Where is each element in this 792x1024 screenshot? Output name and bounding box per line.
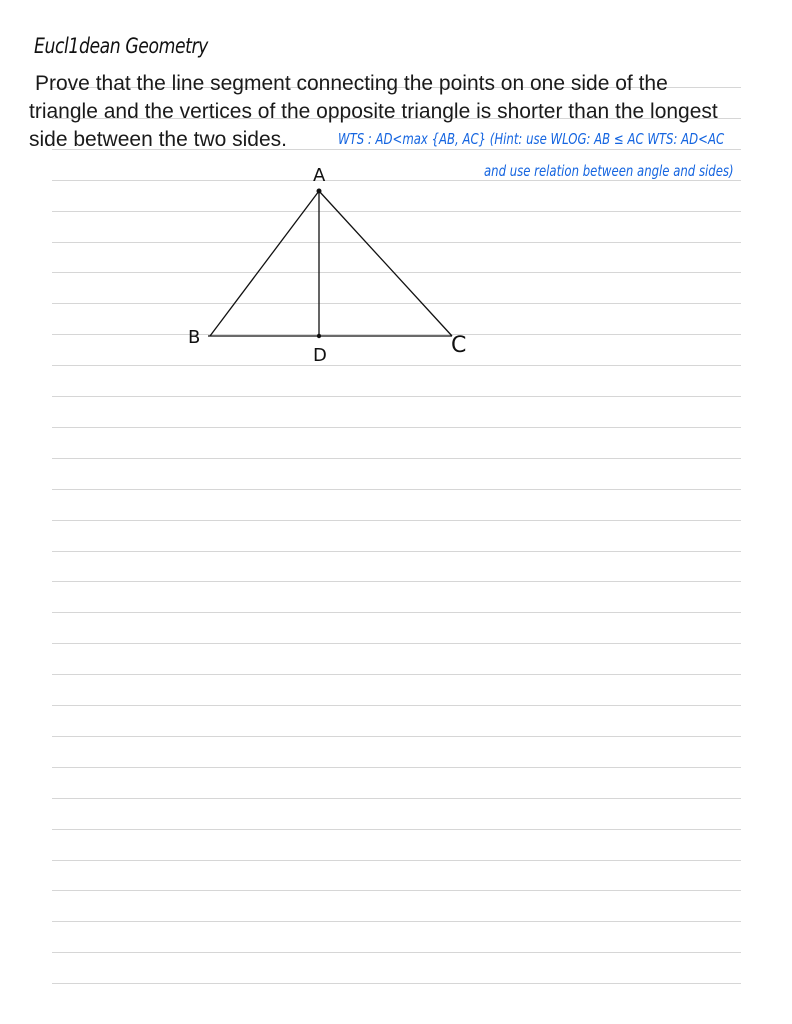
problem-line-2: triangle and the vertices of the opposite triangle is shorter than the longest — [29, 100, 718, 123]
point-d-label: D — [313, 345, 327, 366]
point-d-dot — [317, 334, 321, 338]
problem-line-1: Prove that the line segment connecting the points on one side of the — [35, 72, 668, 95]
vertex-b-label: B — [188, 327, 201, 348]
vertex-c-label: C — [451, 333, 467, 358]
problem-line-3: side between the two sides. — [29, 128, 287, 151]
page-title: Eucl1dean Geometry — [34, 34, 208, 58]
hint-line-1: WTS : AD<max {AB, AC} (Hint: use WLOG: AB ≤ AC WTS: AD<AC — [338, 130, 725, 148]
side-ab — [210, 191, 319, 336]
vertex-a-label: A — [313, 165, 326, 186]
vertex-a-dot — [317, 189, 322, 194]
side-ac — [319, 191, 452, 336]
hint-line-2: and use relation between angle and sides) — [484, 162, 734, 180]
